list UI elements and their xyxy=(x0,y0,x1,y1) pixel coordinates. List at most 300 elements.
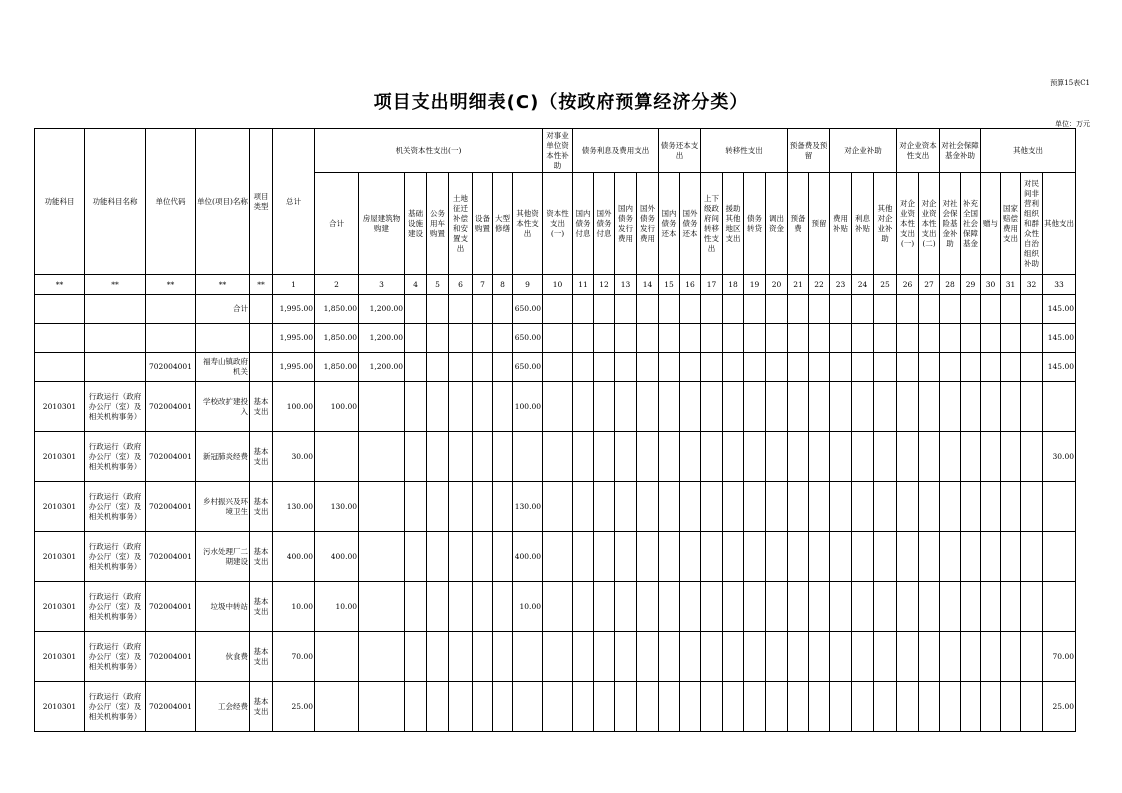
empty-cell xyxy=(701,632,723,682)
empty-cell xyxy=(543,532,573,582)
empty-cell xyxy=(659,482,680,532)
col-header-s18: 债务转贷 xyxy=(744,173,766,275)
other-capital-cell xyxy=(513,632,543,682)
unit-name-cell: 工会经费 xyxy=(196,682,250,732)
empty-cell xyxy=(1001,353,1021,382)
empty-cell xyxy=(1021,324,1043,353)
col-header-project-type: 项目类型 xyxy=(250,129,273,275)
empty-cell xyxy=(852,353,874,382)
index-cell: 29 xyxy=(961,275,981,295)
empty-cell xyxy=(961,353,981,382)
empty-cell xyxy=(405,295,427,324)
empty-cell xyxy=(405,632,427,682)
empty-cell xyxy=(940,482,961,532)
empty-cell xyxy=(473,382,493,432)
empty-cell xyxy=(637,324,659,353)
col-header-s11: 国外债务付息 xyxy=(594,173,615,275)
fn-code-cell: 2010301 xyxy=(35,582,85,632)
empty-cell xyxy=(543,432,573,482)
empty-cell xyxy=(874,632,897,682)
group-header-ybf: 预备费及预留 xyxy=(788,129,830,173)
empty-cell xyxy=(573,482,594,532)
unit-code-cell: 702004001 xyxy=(146,682,196,732)
empty-cell xyxy=(637,582,659,632)
col-header-s2: 房屋建筑物购建 xyxy=(359,173,405,275)
empty-cell xyxy=(766,582,788,632)
empty-cell xyxy=(543,582,573,632)
empty-cell xyxy=(659,324,680,353)
empty-cell xyxy=(788,582,809,632)
capital-sum-cell xyxy=(315,682,359,732)
total-cell: 1,995.00 xyxy=(273,353,315,382)
empty-cell xyxy=(637,632,659,682)
other-capital-cell: 400.00 xyxy=(513,532,543,582)
empty-cell xyxy=(919,382,940,432)
empty-cell xyxy=(701,532,723,582)
empty-cell xyxy=(940,382,961,432)
project-type-cell: 基本支出 xyxy=(250,682,273,732)
empty-cell xyxy=(961,432,981,482)
col-header-s16: 上下级政府间转移性支出 xyxy=(701,173,723,275)
empty-cell xyxy=(852,382,874,432)
empty-cell xyxy=(701,353,723,382)
empty-cell xyxy=(615,632,637,682)
col-header-s28: 补充全国社会保障基金 xyxy=(961,173,981,275)
empty-cell xyxy=(659,295,680,324)
col-header-s29: 赠与 xyxy=(981,173,1001,275)
empty-cell xyxy=(961,582,981,632)
header-row-groups xyxy=(35,129,1076,173)
col-header-s3: 基础设施建设 xyxy=(405,173,427,275)
empty-cell xyxy=(449,632,473,682)
empty-cell xyxy=(543,482,573,532)
house-build-cell xyxy=(359,432,405,482)
empty-cell xyxy=(940,353,961,382)
index-cell: 10 xyxy=(543,275,573,295)
col-header-s1: 合计 xyxy=(315,173,359,275)
empty-cell xyxy=(1001,682,1021,732)
empty-cell xyxy=(919,432,940,482)
empty-cell xyxy=(788,632,809,682)
table-row xyxy=(35,353,1076,382)
empty-cell xyxy=(1001,632,1021,682)
empty-cell xyxy=(744,682,766,732)
other-capital-cell: 650.00 xyxy=(513,353,543,382)
empty-cell xyxy=(809,482,830,532)
empty-cell xyxy=(940,682,961,732)
empty-cell xyxy=(919,353,940,382)
other-expense-cell: 145.00 xyxy=(1043,295,1076,324)
empty-cell xyxy=(427,582,449,632)
empty-cell xyxy=(809,324,830,353)
empty-cell xyxy=(830,324,852,353)
empty-cell xyxy=(473,632,493,682)
fn-code-cell: 2010301 xyxy=(35,382,85,432)
index-cell: 26 xyxy=(897,275,919,295)
empty-cell xyxy=(543,353,573,382)
total-cell: 1,995.00 xyxy=(273,295,315,324)
fn-code-cell: 2010301 xyxy=(35,432,85,482)
empty-cell xyxy=(961,324,981,353)
document-number: 预算15表C1 xyxy=(1050,79,1090,87)
empty-cell xyxy=(874,353,897,382)
empty-cell xyxy=(594,632,615,682)
group-header-dsy: 对事业单位资本性补助 xyxy=(543,129,573,173)
empty-cell xyxy=(493,382,513,432)
col-header-unit-code: 单位代码 xyxy=(146,129,196,275)
project-type-cell: 基本支出 xyxy=(250,482,273,532)
fn-name-cell xyxy=(85,353,146,382)
empty-cell xyxy=(1021,382,1043,432)
empty-cell xyxy=(788,295,809,324)
empty-cell xyxy=(897,682,919,732)
empty-cell xyxy=(852,324,874,353)
empty-cell xyxy=(919,532,940,582)
unit-name-cell xyxy=(196,324,250,353)
empty-cell xyxy=(405,324,427,353)
empty-cell xyxy=(1021,482,1043,532)
empty-cell xyxy=(897,382,919,432)
col-header-fn-name: 功能科目名称 xyxy=(85,129,146,275)
house-build-cell: 1,200.00 xyxy=(359,324,405,353)
col-header-s7: 大型修缮 xyxy=(493,173,513,275)
unit-name-cell: 伙食费 xyxy=(196,632,250,682)
empty-cell xyxy=(427,432,449,482)
house-build-cell: 1,200.00 xyxy=(359,353,405,382)
empty-cell xyxy=(615,382,637,432)
empty-cell xyxy=(615,432,637,482)
empty-cell xyxy=(449,682,473,732)
index-cell: 9 xyxy=(513,275,543,295)
col-header-s6: 设备购置 xyxy=(473,173,493,275)
empty-cell xyxy=(809,532,830,582)
empty-cell xyxy=(830,682,852,732)
empty-cell xyxy=(744,632,766,682)
index-cell: 33 xyxy=(1043,275,1076,295)
col-header-s19: 调出资金 xyxy=(766,173,788,275)
empty-cell xyxy=(405,482,427,532)
empty-cell xyxy=(1021,582,1043,632)
empty-cell xyxy=(919,682,940,732)
empty-cell xyxy=(766,632,788,682)
empty-cell xyxy=(744,532,766,582)
empty-cell xyxy=(659,432,680,482)
empty-cell xyxy=(852,482,874,532)
fn-name-cell: 行政运行（政府办公厅（室）及相关机构事务） xyxy=(85,382,146,432)
col-header-s26: 对企业资本性支出(二) xyxy=(919,173,940,275)
total-cell: 30.00 xyxy=(273,432,315,482)
empty-cell xyxy=(543,382,573,432)
empty-cell xyxy=(637,295,659,324)
unit-code-cell xyxy=(146,324,196,353)
empty-cell xyxy=(449,353,473,382)
fn-name-cell xyxy=(85,324,146,353)
group-header-dshbz: 对社会保障基金补助 xyxy=(940,129,981,173)
group-header-zwhb: 债务还本支出 xyxy=(659,129,701,173)
empty-cell xyxy=(573,324,594,353)
index-cell: 30 xyxy=(981,275,1001,295)
empty-cell xyxy=(961,632,981,682)
house-build-cell: 1,200.00 xyxy=(359,295,405,324)
empty-cell xyxy=(701,582,723,632)
index-cell: 31 xyxy=(1001,275,1021,295)
empty-cell xyxy=(744,482,766,532)
fn-name-cell: 行政运行（政府办公厅（室）及相关机构事务） xyxy=(85,632,146,682)
empty-cell xyxy=(809,382,830,432)
empty-cell xyxy=(449,324,473,353)
empty-cell xyxy=(594,382,615,432)
empty-cell xyxy=(723,432,744,482)
empty-cell xyxy=(744,295,766,324)
col-header-unit-name: 单位(项目)名称 xyxy=(196,129,250,275)
index-cell: 12 xyxy=(594,275,615,295)
other-capital-cell xyxy=(513,432,543,482)
empty-cell xyxy=(830,482,852,532)
unit-name-cell: 乡村振兴及环境卫生 xyxy=(196,482,250,532)
col-header-s30: 国家赔偿费用支出 xyxy=(1001,173,1021,275)
other-expense-cell: 30.00 xyxy=(1043,432,1076,482)
capital-sum-cell xyxy=(315,432,359,482)
empty-cell xyxy=(543,295,573,324)
index-cell: 14 xyxy=(637,275,659,295)
empty-cell xyxy=(919,482,940,532)
group-header-zwlx: 债务利息及费用支出 xyxy=(573,129,659,173)
empty-cell xyxy=(427,532,449,582)
other-expense-cell xyxy=(1043,382,1076,432)
empty-cell xyxy=(659,382,680,432)
empty-cell xyxy=(493,532,513,582)
empty-cell xyxy=(874,682,897,732)
empty-cell xyxy=(573,432,594,482)
index-cell: 23 xyxy=(830,275,852,295)
empty-cell xyxy=(615,482,637,532)
empty-cell xyxy=(449,382,473,432)
unit-name-cell: 新冠肺炎经费 xyxy=(196,432,250,482)
unit-name-cell: 污水处理厂二期建设 xyxy=(196,532,250,582)
empty-cell xyxy=(830,532,852,582)
other-expense-cell xyxy=(1043,582,1076,632)
empty-cell xyxy=(573,382,594,432)
empty-cell xyxy=(852,582,874,632)
total-cell: 130.00 xyxy=(273,482,315,532)
empty-cell xyxy=(473,582,493,632)
empty-cell xyxy=(637,482,659,532)
empty-cell xyxy=(659,532,680,582)
empty-cell xyxy=(1001,382,1021,432)
empty-cell xyxy=(1021,295,1043,324)
empty-cell xyxy=(766,324,788,353)
empty-cell xyxy=(744,382,766,432)
project-type-cell: 基本支出 xyxy=(250,582,273,632)
empty-cell xyxy=(615,353,637,382)
empty-cell xyxy=(961,532,981,582)
empty-cell xyxy=(473,324,493,353)
group-header-dqy: 对企业补助 xyxy=(830,129,897,173)
empty-cell xyxy=(594,582,615,632)
empty-cell xyxy=(830,295,852,324)
empty-cell xyxy=(961,682,981,732)
empty-cell xyxy=(766,382,788,432)
capital-sum-cell: 1,850.00 xyxy=(315,295,359,324)
fn-name-cell: 行政运行（政府办公厅（室）及相关机构事务） xyxy=(85,582,146,632)
empty-cell xyxy=(680,295,701,324)
index-cell: ** xyxy=(35,275,85,295)
fn-code-cell: 2010301 xyxy=(35,532,85,582)
empty-cell xyxy=(766,682,788,732)
empty-cell xyxy=(659,682,680,732)
empty-cell xyxy=(493,632,513,682)
empty-cell xyxy=(615,682,637,732)
empty-cell xyxy=(830,432,852,482)
empty-cell xyxy=(766,532,788,582)
index-cell: 18 xyxy=(723,275,744,295)
empty-cell xyxy=(680,382,701,432)
col-header-s31: 对民间非营利组织和群众性自治组织补助 xyxy=(1021,173,1043,275)
empty-cell xyxy=(852,632,874,682)
empty-cell xyxy=(680,532,701,582)
empty-cell xyxy=(405,432,427,482)
index-cell: 27 xyxy=(919,275,940,295)
empty-cell xyxy=(744,353,766,382)
empty-cell xyxy=(473,482,493,532)
group-header-zyx: 转移性支出 xyxy=(701,129,788,173)
empty-cell xyxy=(940,432,961,482)
budget-table xyxy=(34,128,1076,732)
index-cell: 20 xyxy=(766,275,788,295)
empty-cell xyxy=(573,295,594,324)
project-type-cell: 基本支出 xyxy=(250,532,273,582)
index-cell: 3 xyxy=(359,275,405,295)
index-cell: 5 xyxy=(427,275,449,295)
empty-cell xyxy=(680,482,701,532)
capital-sum-cell: 10.00 xyxy=(315,582,359,632)
empty-cell xyxy=(981,295,1001,324)
empty-cell xyxy=(594,324,615,353)
empty-cell xyxy=(852,295,874,324)
empty-cell xyxy=(940,532,961,582)
group-header-jgzb: 机关资本性支出(一) xyxy=(315,129,543,173)
unit-code-cell: 702004001 xyxy=(146,532,196,582)
empty-cell xyxy=(680,353,701,382)
empty-cell xyxy=(788,532,809,582)
empty-cell xyxy=(405,582,427,632)
empty-cell xyxy=(919,324,940,353)
empty-cell xyxy=(809,432,830,482)
fn-name-cell: 行政运行（政府办公厅（室）及相关机构事务） xyxy=(85,482,146,532)
empty-cell xyxy=(897,432,919,482)
empty-cell xyxy=(680,324,701,353)
index-cell: 15 xyxy=(659,275,680,295)
empty-cell xyxy=(961,482,981,532)
col-header-s22: 费用补贴 xyxy=(830,173,852,275)
index-cell: 28 xyxy=(940,275,961,295)
empty-cell xyxy=(573,532,594,582)
empty-cell xyxy=(543,324,573,353)
unit-label: 单位：万元 xyxy=(1055,120,1090,128)
empty-cell xyxy=(637,382,659,432)
col-header-s32: 其他支出 xyxy=(1043,173,1076,275)
empty-cell xyxy=(427,324,449,353)
empty-cell xyxy=(594,295,615,324)
empty-cell xyxy=(543,682,573,732)
empty-cell xyxy=(981,432,1001,482)
index-cell: 4 xyxy=(405,275,427,295)
col-header-s21: 预留 xyxy=(809,173,830,275)
empty-cell xyxy=(1001,295,1021,324)
fn-code-cell xyxy=(35,295,85,324)
empty-cell xyxy=(723,353,744,382)
empty-cell xyxy=(723,682,744,732)
index-cell: 13 xyxy=(615,275,637,295)
empty-cell xyxy=(830,582,852,632)
empty-cell xyxy=(1001,432,1021,482)
empty-cell xyxy=(897,532,919,582)
empty-cell xyxy=(788,382,809,432)
empty-cell xyxy=(659,353,680,382)
empty-cell xyxy=(981,532,1001,582)
unit-name-cell: 福寿山镇政府机关 xyxy=(196,353,250,382)
project-type-cell xyxy=(250,295,273,324)
empty-cell xyxy=(1001,482,1021,532)
index-cell: ** xyxy=(250,275,273,295)
index-cell: 32 xyxy=(1021,275,1043,295)
empty-cell xyxy=(981,382,1001,432)
empty-cell xyxy=(809,295,830,324)
empty-cell xyxy=(573,353,594,382)
empty-cell xyxy=(723,324,744,353)
unit-code-cell: 702004001 xyxy=(146,432,196,482)
empty-cell xyxy=(493,682,513,732)
house-build-cell xyxy=(359,582,405,632)
empty-cell xyxy=(473,353,493,382)
empty-cell xyxy=(427,353,449,382)
other-capital-cell: 10.00 xyxy=(513,582,543,632)
index-cell: 22 xyxy=(809,275,830,295)
table-row xyxy=(35,382,1076,432)
table-row xyxy=(35,532,1076,582)
empty-cell xyxy=(493,582,513,632)
empty-cell xyxy=(701,324,723,353)
project-type-cell: 基本支出 xyxy=(250,632,273,682)
empty-cell xyxy=(701,482,723,532)
empty-cell xyxy=(493,324,513,353)
other-capital-cell: 650.00 xyxy=(513,324,543,353)
empty-cell xyxy=(473,295,493,324)
col-header-s12: 国内债务发行费用 xyxy=(615,173,637,275)
empty-cell xyxy=(427,632,449,682)
empty-cell xyxy=(594,353,615,382)
fn-name-cell: 行政运行（政府办公厅（室）及相关机构事务） xyxy=(85,532,146,582)
house-build-cell xyxy=(359,682,405,732)
empty-cell xyxy=(874,582,897,632)
empty-cell xyxy=(1021,682,1043,732)
col-header-s25: 对企业资本性支出(一) xyxy=(897,173,919,275)
other-expense-cell: 145.00 xyxy=(1043,324,1076,353)
col-header-s17: 援助其他地区支出 xyxy=(723,173,744,275)
house-build-cell xyxy=(359,632,405,682)
empty-cell xyxy=(493,432,513,482)
fn-name-cell: 行政运行（政府办公厅（室）及相关机构事务） xyxy=(85,432,146,482)
table-row xyxy=(35,295,1076,324)
fn-code-cell: 2010301 xyxy=(35,632,85,682)
empty-cell xyxy=(1001,582,1021,632)
empty-cell xyxy=(961,382,981,432)
index-cell: ** xyxy=(85,275,146,295)
empty-cell xyxy=(615,324,637,353)
empty-cell xyxy=(874,295,897,324)
empty-cell xyxy=(1021,432,1043,482)
index-cell: ** xyxy=(196,275,250,295)
